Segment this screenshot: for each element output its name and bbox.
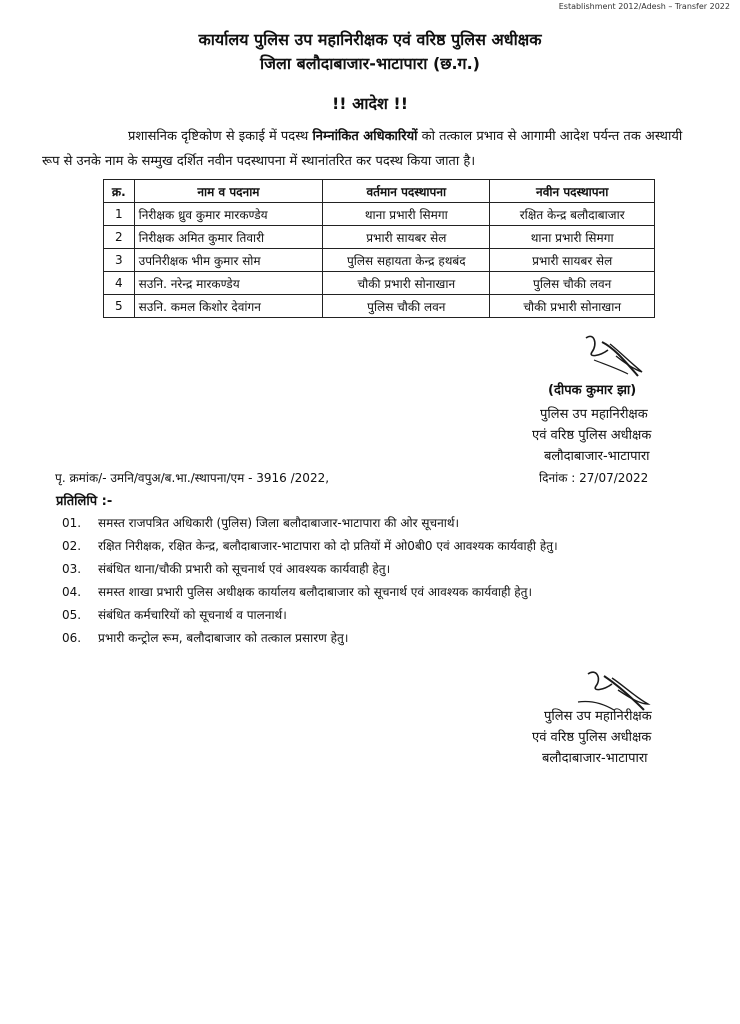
item-text: समस्त शाखा प्रभारी पुलिस अधीक्षक कार्यालय बलौदाबाजार को सूचनार्थ एवं आवश्यक कार्यवाही हेतु।: [98, 585, 533, 599]
document-reference-note: Establishment 2012/Adesh – Transfer 2022: [558, 2, 730, 11]
new-posting-cell: रक्षित केन्द्र बलौदाबाजार: [490, 203, 655, 226]
intro-text-2: को तत्काल प्रभाव से आगामी आदेश पर्यन्त तक अस्थायी रूप से उनके नाम के सम्मुख दर्शित नवीन पदस्थापना में स्थानांतरित कर पदस्थ किया जाता है।: [42, 129, 683, 169]
column-header-serial: क्र.: [104, 180, 135, 203]
column-header-current-posting: वर्तमान पदस्थापना: [323, 180, 490, 203]
table-header-row: [104, 180, 655, 203]
item-text: संबंधित थाना/चौकी प्रभारी को सूचनार्थ एवं आवश्यक कार्यवाही हेतु।: [98, 562, 391, 576]
intro-bold-text: निम्नांकित अधिकारियों: [312, 129, 418, 144]
new-posting-cell: चौकी प्रभारी सोनाखान: [490, 295, 655, 318]
column-header-new-posting: नवीन पदस्थापना: [490, 180, 655, 203]
handwritten-signature: [580, 330, 650, 382]
item-text: रक्षित निरीक्षक, रक्षित केन्द्र, बलौदाबाजार-भाटापारा को दो प्रतियों में ओ0बी0 एवं आवश्यक कार्यवाही हेतु।: [98, 539, 558, 553]
order-date: दिनांक : 27/07/2022: [539, 471, 649, 485]
item-text: समस्त राजपत्रित अधिकारी (पुलिस) जिला बलौदाबाजार-भाटापारा की ओर सूचनार्थ।: [98, 516, 460, 530]
new-posting-cell: प्रभारी सायबर सेल: [490, 249, 655, 272]
serial-cell: 5: [104, 295, 135, 318]
item-number: 04.: [62, 585, 82, 599]
table-row: [104, 249, 655, 272]
district-heading: जिला बलौदाबाजार-भाटापारा (छ.ग.): [260, 54, 480, 73]
current-posting-cell: चौकी प्रभारी सोनाखान: [323, 272, 490, 295]
intro-text-1: प्रशासनिक दृष्टिकोण से इकाई में पदस्थ: [128, 129, 313, 144]
table-row: [104, 295, 655, 318]
serial-cell: 2: [104, 226, 135, 249]
name-cell: निरीक्षक ध्रुव कुमार मारकण्डेय: [134, 203, 323, 226]
order-paragraph: [42, 124, 702, 174]
list-item: [62, 537, 558, 554]
current-posting-cell: थाना प्रभारी सिमगा: [323, 203, 490, 226]
list-item: [62, 606, 287, 623]
item-number: 02.: [62, 539, 82, 553]
signatory-location: बलौदाबाजार-भाटापारा: [544, 449, 650, 464]
item-text: प्रभारी कन्ट्रोल रूम, बलौदाबाजार को तत्काल प्रसारण हेतु।: [98, 631, 349, 645]
serial-cell: 4: [104, 272, 135, 295]
signatory-name: (दीपक कुमार झा): [548, 383, 637, 398]
name-cell: निरीक्षक अमित कुमार तिवारी: [134, 226, 323, 249]
item-number: 01.: [62, 516, 82, 530]
list-item: [62, 583, 532, 600]
table-row: [104, 203, 655, 226]
serial-cell: 1: [104, 203, 135, 226]
current-posting-cell: पुलिस चौकी लवन: [323, 295, 490, 318]
name-cell: उपनिरीक्षक भीम कुमार सोम: [134, 249, 323, 272]
name-cell: सउनि. कमल किशोर देवांगन: [134, 295, 323, 318]
column-header-name: नाम व पदनाम: [134, 180, 323, 203]
item-text: संबंधित कर्मचारियों को सूचनार्थ व पालनार्थ।: [98, 608, 287, 622]
transfer-table: [103, 179, 655, 318]
table-row: [104, 226, 655, 249]
new-posting-cell: थाना प्रभारी सिमगा: [490, 226, 655, 249]
serial-cell: 3: [104, 249, 135, 272]
name-cell: सउनि. नरेन्द्र मारकण्डेय: [134, 272, 323, 295]
list-item: [62, 514, 459, 531]
new-posting-cell: पुलिस चौकी लवन: [490, 272, 655, 295]
list-item: [62, 629, 348, 646]
signatory-designation-2: एवं वरिष्ठ पुलिस अधीक्षक: [532, 730, 652, 745]
signatory-designation: पुलिस उप महानिरीक्षक: [544, 709, 652, 724]
signatory-designation-2: एवं वरिष्ठ पुलिस अधीक्षक: [532, 428, 652, 443]
item-number: 06.: [62, 631, 82, 645]
table-row: [104, 272, 655, 295]
current-posting-cell: पुलिस सहायता केन्द्र हथबंद: [323, 249, 490, 272]
order-title: !! आदेश !!: [331, 94, 409, 113]
item-number: 05.: [62, 608, 82, 622]
office-heading: कार्यालय पुलिस उप महानिरीक्षक एवं वरिष्ठ पुलिस अधीक्षक: [198, 30, 542, 49]
current-posting-cell: प्रभारी सायबर सेल: [323, 226, 490, 249]
list-item: [62, 560, 390, 577]
copy-label: प्रतिलिपि :-: [56, 494, 113, 509]
signatory-designation: पुलिस उप महानिरीक्षक: [540, 407, 648, 422]
signatory-location: बलौदाबाजार-भाटापारा: [542, 751, 648, 766]
item-number: 03.: [62, 562, 82, 576]
reference-number: पृ. क्रमांक/- उमनि/वपुअ/ब.भा./स्थापना/एम - 3916 /2022,: [55, 471, 330, 485]
